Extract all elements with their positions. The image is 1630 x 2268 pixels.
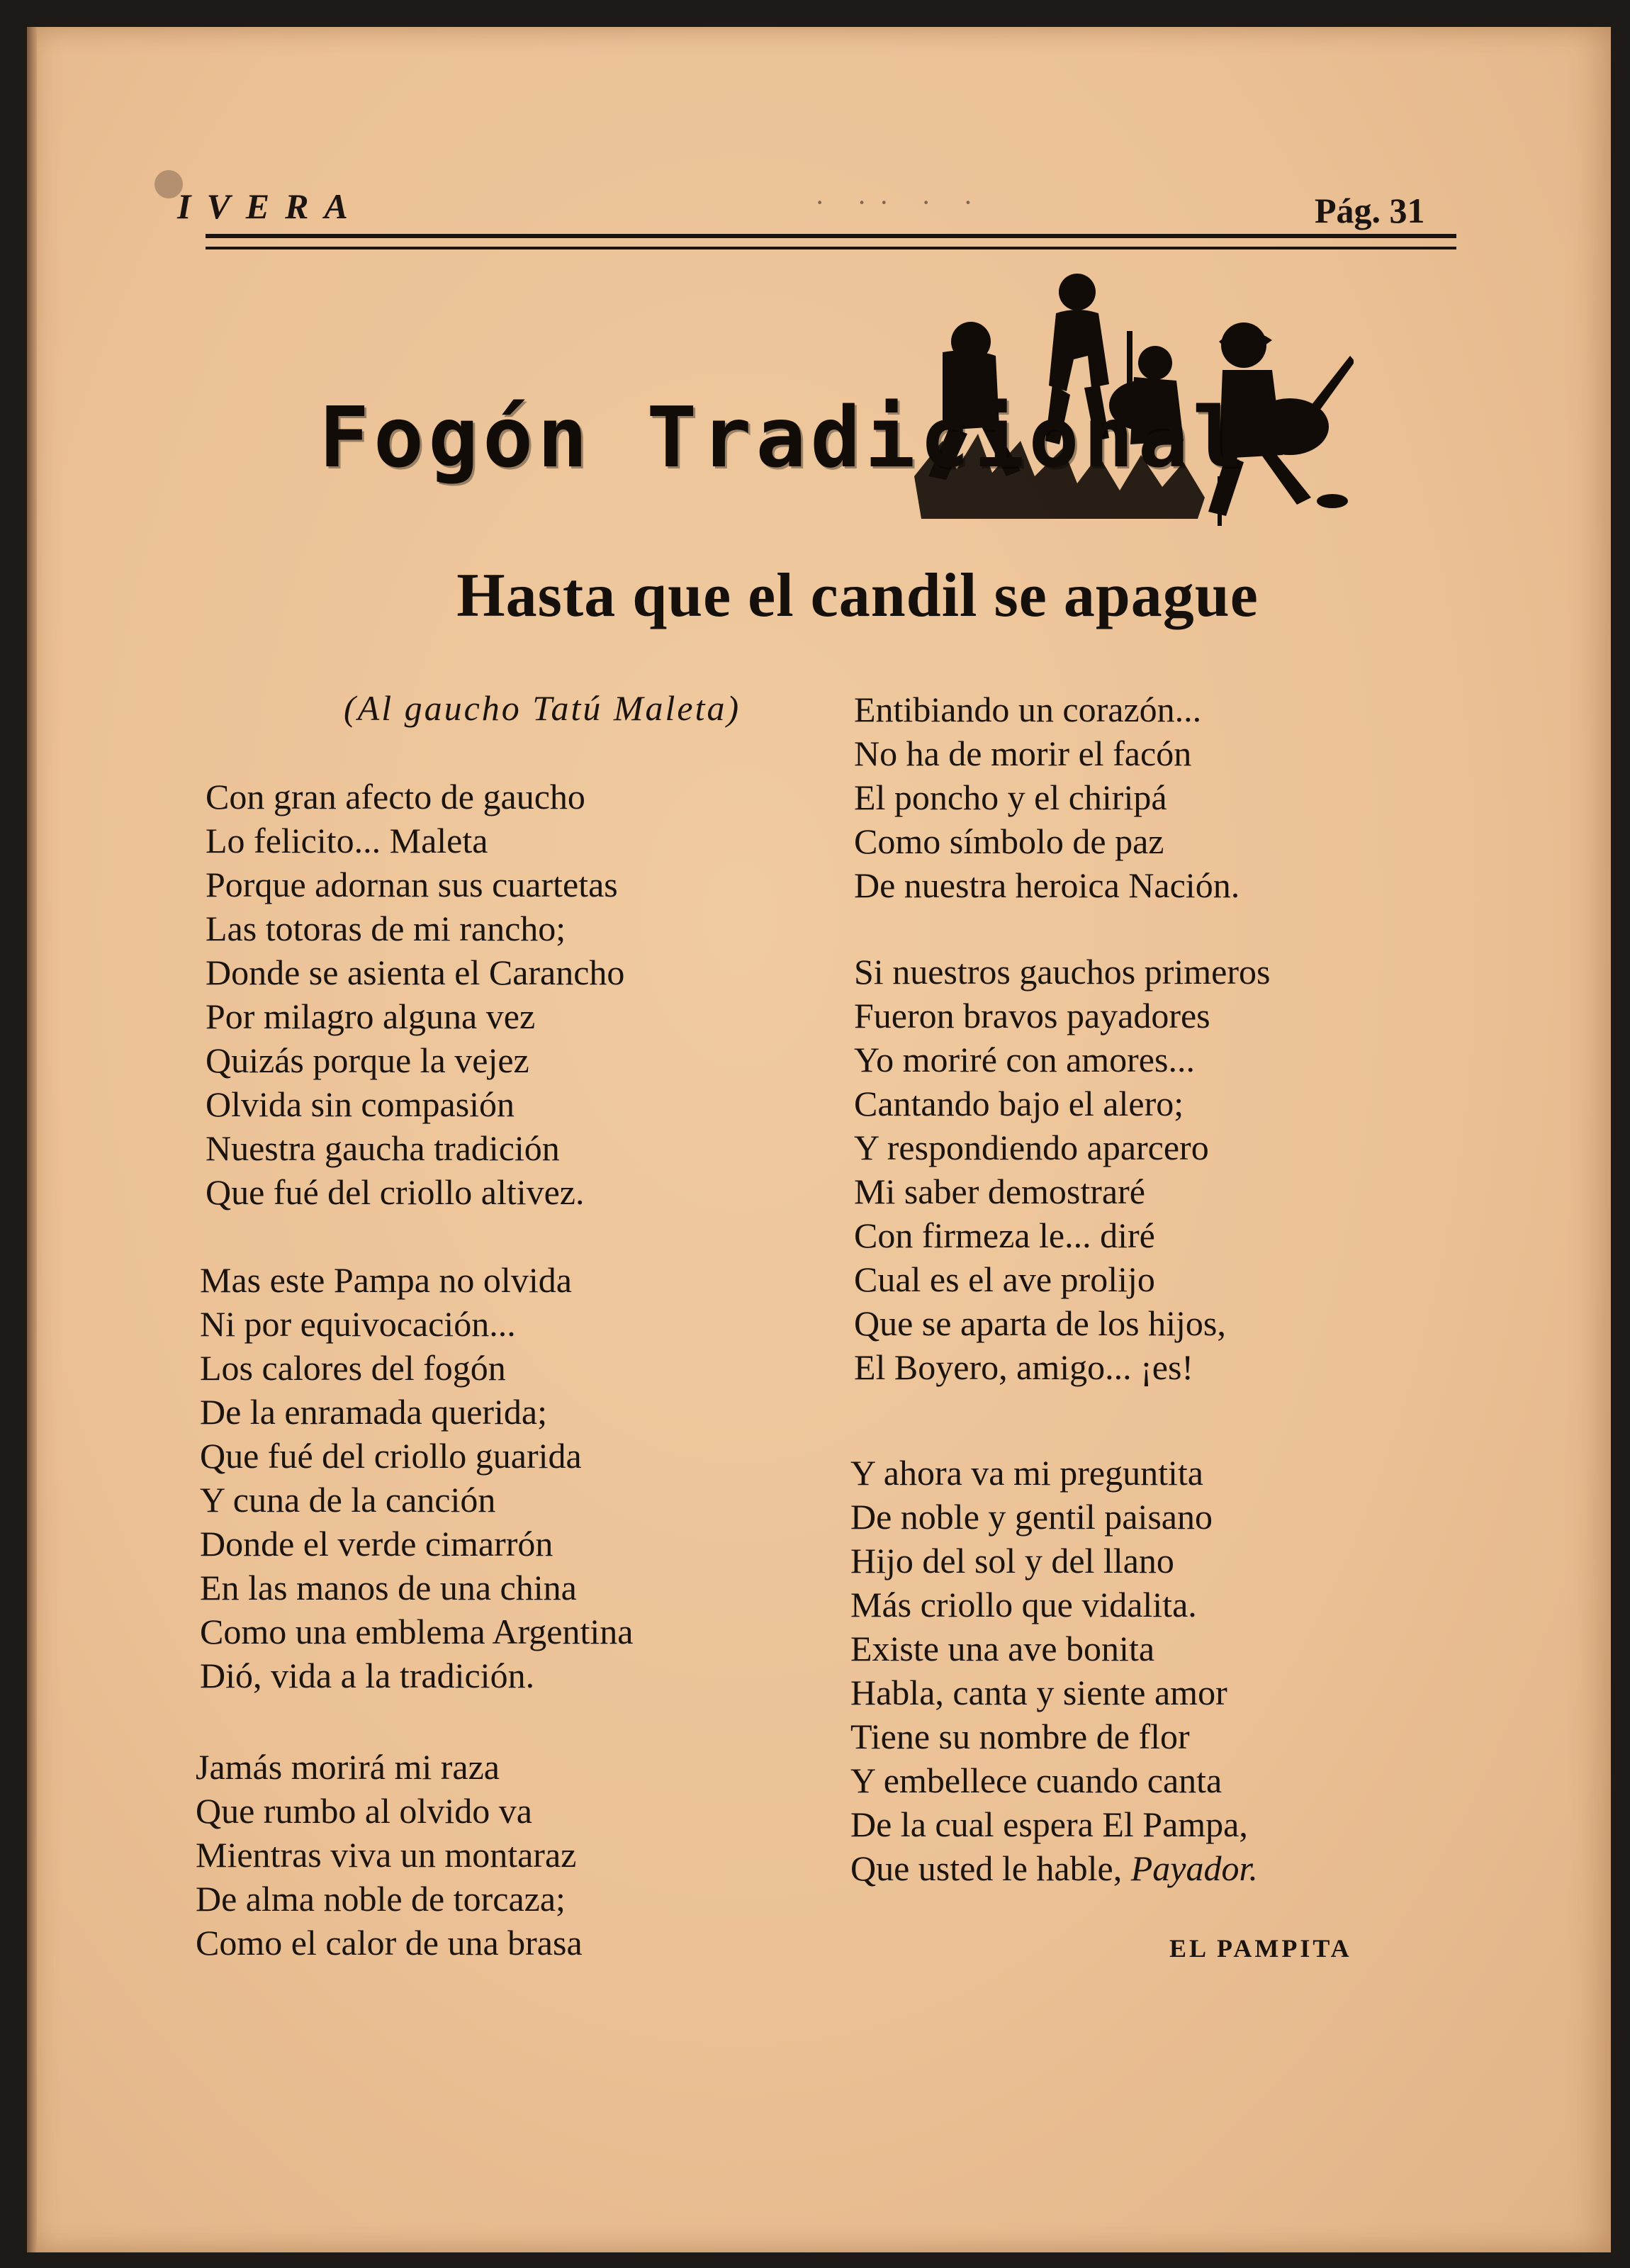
verse-line: Cantando bajo el alero; (854, 1084, 1184, 1123)
verse-line: El poncho y el chiripá (854, 777, 1167, 817)
verse-line: Mientras viva un montaraz (196, 1835, 577, 1875)
verse-line: Que rumbo al olvido va (196, 1791, 532, 1831)
right-stanza-3 (850, 1451, 1258, 1890)
page-number: Pág. 31 (1315, 191, 1425, 230)
left-stanza-1 (206, 775, 624, 1214)
verse-line: Mas este Pampa no olvida (200, 1260, 572, 1300)
left-stanza-3 (196, 1745, 583, 1965)
final-line-emphasis: Payador. (1130, 1848, 1258, 1888)
verse-line: Mi saber demostraré (854, 1172, 1145, 1211)
verse-line: Con firmeza le... diré (854, 1216, 1155, 1255)
verse-line: De la enramada querida; (200, 1392, 548, 1432)
verse-line: Yo moriré con amores... (854, 1040, 1195, 1079)
verse-line: Fueron bravos payadores (854, 996, 1210, 1035)
verse-line: No ha de morir el facón (854, 734, 1192, 773)
verse-line: Quizás porque la vejez (206, 1040, 529, 1080)
verse-line: Con gran afecto de gaucho (206, 777, 585, 816)
running-header-title: IVERA (177, 186, 364, 226)
verse-line: Y ahora va mi preguntita (850, 1453, 1203, 1493)
verse-line: Como símbolo de paz (854, 821, 1164, 861)
final-line-prefix: Que usted le hable, (850, 1848, 1131, 1888)
verse-line: Jamás morirá mi raza (196, 1747, 500, 1787)
verse-line: En las manos de una china (200, 1568, 577, 1607)
verse-line: Tiene su nombre de flor (850, 1717, 1190, 1756)
verse-line: De noble y gentil paisano (850, 1497, 1213, 1537)
verse-line: Los calores del fogón (200, 1348, 506, 1388)
verse-line: Habla, canta y siente amor (850, 1673, 1227, 1712)
verse-line: Nuestra gaucha tradición (206, 1128, 560, 1168)
verse-line: Entibiando un corazón... (854, 690, 1202, 729)
verse-line: Lo felicito... Maleta (206, 821, 488, 860)
verse-line: Cual es el ave prolijo (854, 1259, 1155, 1299)
verse-line-final (850, 1846, 1258, 1890)
verse-line: Si nuestros gauchos primeros (854, 952, 1271, 992)
verse-line: El Boyero, amigo... ¡es! (854, 1347, 1194, 1387)
verse-line: Que se aparta de los hijos, (854, 1303, 1226, 1343)
poem-dedication: (Al gaucho Tatú Maleta) (344, 688, 741, 728)
section-logo-fogon-tradicional: Fogón Tradicional (319, 388, 1247, 486)
verse-line: Y cuna de la canción (200, 1480, 496, 1520)
verse-line: Donde se asienta el Carancho (206, 953, 625, 992)
verse-line: Hijo del sol y del llano (850, 1541, 1174, 1581)
poem-title: Hasta que el candil se apague (456, 561, 1259, 630)
verse-line: Que fué del criollo altivez. (206, 1172, 585, 1212)
header-rule-thick (206, 234, 1456, 238)
verse-line: Porque adornan sus cuartetas (206, 865, 618, 904)
running-header-faded-text: · ·· · · (815, 186, 986, 218)
left-stanza-2 (200, 1258, 633, 1697)
verse-line: Más criollo que vidalita. (850, 1585, 1197, 1624)
verse-line: Como el calor de una brasa (196, 1923, 583, 1963)
verse-line: Que fué del criollo guarida (200, 1436, 582, 1476)
verse-line: De nuestra heroica Nación. (854, 865, 1240, 905)
binding-edge (27, 27, 37, 2252)
verse-line: De la cual espera El Pampa, (850, 1804, 1248, 1844)
verse-line: De alma noble de torcaza; (196, 1879, 566, 1919)
verse-line: Como una emblema Argentina (200, 1612, 634, 1651)
verse-line: Ni por equivocación... (200, 1304, 516, 1344)
verse-line: Olvida sin compasión (206, 1084, 515, 1124)
verse-line: Dió, vida a la tradición. (200, 1656, 535, 1695)
verse-line: Donde el verde cimarrón (200, 1524, 553, 1564)
right-stanza-1 (854, 687, 1240, 907)
right-stanza-2 (854, 950, 1270, 1389)
verse-line: Existe una ave bonita (850, 1629, 1155, 1668)
verse-line: Las totoras de mi rancho; (206, 909, 566, 948)
verse-line: Y respondiendo aparcero (854, 1128, 1209, 1167)
verse-line: Por milagro alguna vez (206, 997, 536, 1036)
author-signature: EL PAMPITA (1169, 1934, 1352, 1963)
header-rule-thin (206, 247, 1456, 249)
verse-line: Y embellece cuando canta (850, 1761, 1222, 1800)
